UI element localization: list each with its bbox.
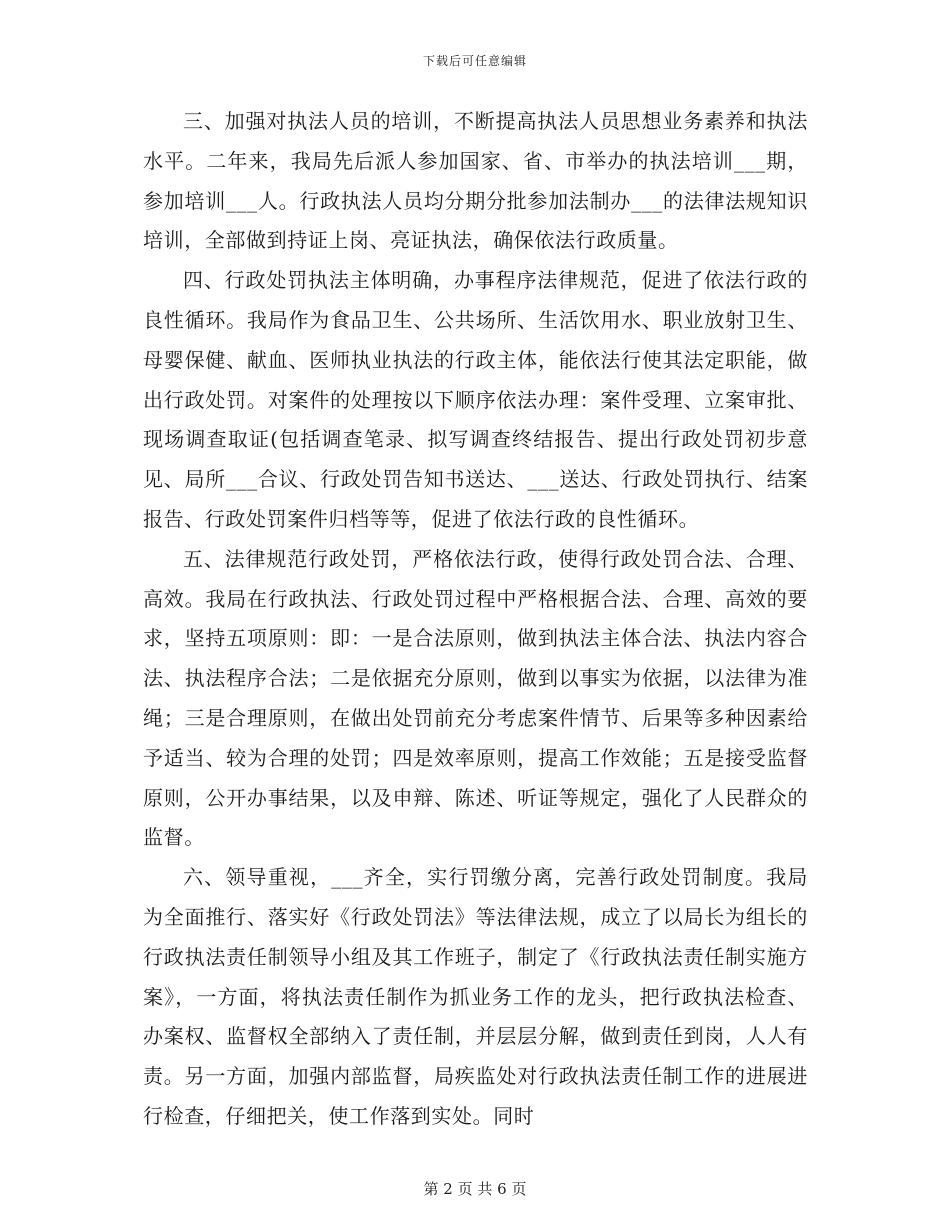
paragraph-section-3: 三、加强对执法人员的培训，不断提高执法人员思想业务素养和执法水平。二年来，我局先后派人参加国家、省、市举办的执法培训___期，参加培训___人。行政执法人员均分期分批参加法制办___的法律法规知识培训，全部做到持证上岗、亮证执法，确保依法行政质量。 [143,109,808,253]
paragraph-section-5: 五、法律规范行政处罚，严格依法行政，使得行政处罚合法、合理、高效。我局在行政执法、行政处罚过程中严格根据合法、合理、高效的要求，坚持五项原则：即：一是合法原则，做到执法主体合法、执法内容合法、执法程序合法；二是依据充分原则，做到以事实为依据，以法律为准绳；三是合理原则，在做出处罚前充分考虑案件情节、后果等多种因素给予适当、较为合理的处罚；四是效率原则，提高工作效能；五是接受监督原则，公开办事结果，以及申辩、陈述、听证等规定，强化了人民群众的监督。 [143,546,808,850]
paragraph-section-6: 六、领导重视，___齐全，实行罚缴分离，完善行政处罚制度。我局为全面推行、落实好《行政处罚法》等法律法规，成立了以局长为组长的行政执法责任制领导小组及其工作班子，制定了《行政执法责任制实施方案》，一方面，将执法责任制作为抓业务工作的龙头，把行政执法检查、办案权、监督权全部纳入了责任制，并层层分解，做到责任到岗，人人有责。另一方面，加强内部监督，局疾监处对行政执法责任制工作的进展进行检查，仔细把关，使工作落到实处。同时 [143,865,808,1128]
page-header: 下载后可任意编辑 [422,54,527,68]
paragraph-section-4: 四、行政处罚执法主体明确，办事程序法律规范，促进了依法行政的良性循环。我局作为食品卫生、公共场所、生活饮用水、职业放射卫生、母婴保健、献血、医师执业执法的行政主体，能依法行使其法定职能，做出行政处罚。对案件的处理按以下顺序依法办理：案件受理、立案审批、现场调查取证(包括调查笔录、拟写调查终结报告、提出行政处罚初步意见、局所___合议、行政处罚告知书送达、___送达、行政处罚执行、结案报告、行政处罚案件归档等等，促进了依法行政的良性循环。 [143,268,808,531]
page-number-footer: 第 2 页 共 6 页 [423,1180,527,1198]
document-body [143,102,808,1137]
